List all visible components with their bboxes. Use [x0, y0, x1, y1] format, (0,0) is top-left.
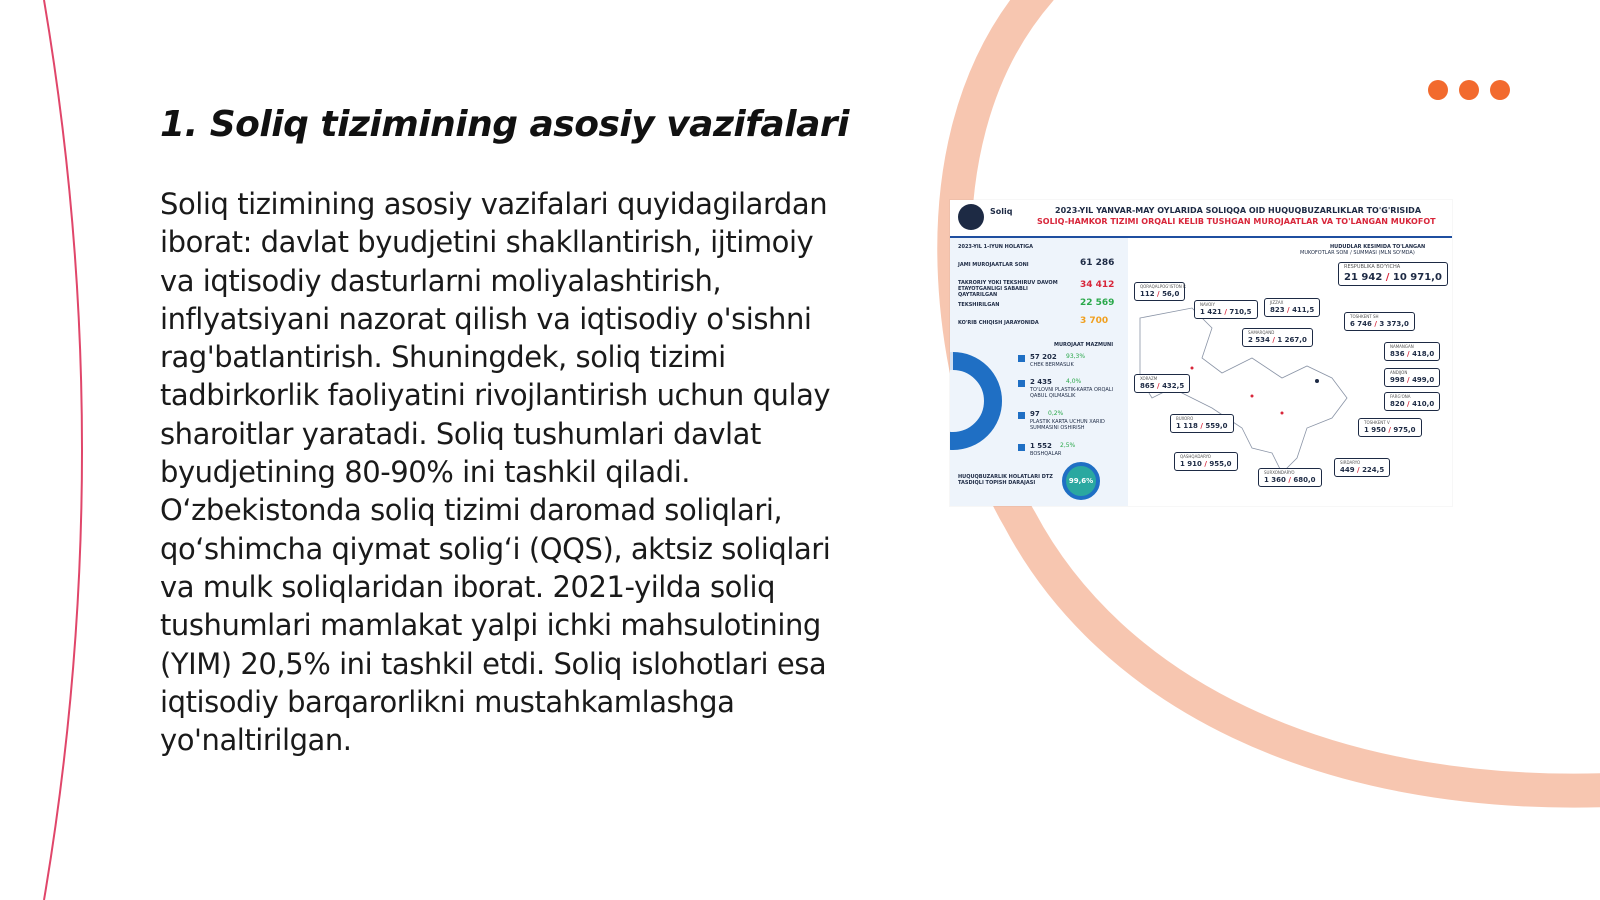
- legend-pct: 0,2%: [1048, 410, 1064, 417]
- stat-label: JAMI MUROJAATLAR SONI: [958, 262, 1029, 268]
- legend-pct: 2,5%: [1060, 442, 1076, 449]
- legend-value: 97: [1030, 410, 1040, 418]
- legend-value: 57 202: [1030, 353, 1057, 361]
- regions-title: HUDUDLAR KESIMIDA TO'LANGAN: [1330, 244, 1426, 250]
- region-box: SURXONDARYO 1 360 / 680,0: [1258, 468, 1322, 487]
- stat-label: TAKRORIY YOKI TEKSHIRUV DAVOM ETAYOTGANLIGI SABABLI QAYTARILGAN: [958, 280, 1058, 298]
- dot: [1490, 80, 1510, 100]
- stat-value: 22 569: [1080, 298, 1115, 308]
- legend-value: 1 552: [1030, 442, 1052, 450]
- region-box-republic: RESPUBLIKA BO'YICHA 21 942 / 10 971,0: [1338, 262, 1448, 286]
- region-box: NAMANGAN 836 / 418,0: [1384, 342, 1440, 361]
- legend-text: CHEK BERMASLIK: [1030, 362, 1074, 368]
- dot: [1428, 80, 1448, 100]
- left-heading: 2023-YIL 1-IYUN HOLATIGA: [958, 244, 1034, 250]
- region-box: QASHQADARYO 1 910 / 955,0: [1174, 452, 1238, 471]
- footer-label: HUQUQBUZARLIK HOLATLARI DTZ TASDIQLI TOPISH DARAJASI: [958, 474, 1053, 486]
- content-donut-chart: [950, 346, 1008, 456]
- stat-value: 3 700: [1080, 316, 1109, 326]
- logo-text: Soliq: [990, 207, 1013, 216]
- slide-title: 1. Soliq tizimining asosiy vazifalari: [160, 104, 849, 145]
- region-box: QORAQALPOG'ISTON R 112 / 56,0: [1134, 282, 1185, 301]
- infographic-left-panel: [950, 238, 1128, 506]
- legend-text: BOSHQALAR: [1030, 451, 1062, 457]
- region-box: XORAZM 865 / 432,5: [1134, 374, 1190, 393]
- stat-label: KO'RIB CHIQISH JARAYONIDA: [958, 320, 1039, 326]
- menu-dots-icon[interactable]: [1428, 80, 1510, 100]
- infographic-right-panel: [1130, 238, 1452, 506]
- region-box: JIZZAX 823 / 411,5: [1264, 298, 1320, 317]
- legend-text: TO'LOVNI PLASTIK-KARTA ORQALI QABUL QILMASLIK: [1030, 387, 1114, 399]
- infographic-header: [950, 200, 1452, 238]
- infographic-heading-2: SOLIQ-HAMKOR TIZIMI ORQALI KELIB TUSHGAN MUROJAATLAR VA TO'LANGAN MUKOFOT: [1037, 217, 1436, 226]
- region-box: TOSHKENT V 1 950 / 975,0: [1358, 418, 1422, 437]
- eagle-logo-icon: [958, 204, 984, 230]
- tax-infographic-image: [950, 200, 1452, 506]
- infographic-heading-1: 2023-YIL YANVAR-MAY OYLARIDA SOLIQQA OID HUQUQBUZARLIKLAR TO'G'RISIDA: [1055, 206, 1422, 215]
- legend-text: PLASTIK KARTA UCHUN XARID SUMMASINI OSHIRISH: [1030, 419, 1105, 431]
- donut-segment: [950, 361, 993, 441]
- stat-value: 61 286: [1080, 258, 1115, 268]
- dot: [1459, 80, 1479, 100]
- legend-value: 2 435: [1030, 378, 1052, 386]
- legend-pct: 93,3%: [1066, 353, 1086, 360]
- region-box: FARG'ONA 820 / 410,0: [1384, 392, 1440, 411]
- regions-subtitle: MUKOFOTLAR SONI / SUMMASI (MLN SO'MDA): [1300, 250, 1415, 256]
- region-box: TOSHKENT SH 6 746 / 3 373,0: [1344, 312, 1415, 331]
- content-heading: MUROJAAT MAZMUNI: [1054, 342, 1114, 348]
- region-box: SAMARQAND 2 534 / 1 267,0: [1242, 328, 1313, 347]
- stat-label: TEKSHIRILGAN: [958, 302, 1000, 308]
- slide-body-text: Soliq tizimining asosiy vazifalari quyidagilardan iborat: davlat byudjetini shakllantirish, ijtimoiy va iqtisodiy dasturlarni moliyalashtirish, inflyatsiyani nazorat qilish va iqtisodiy o'sishni rag'batlantirish. Shuningdek, soliq tizimi tadbirkorlik faoliyatini rivojlantirish uchun qulay sharoitlar yaratadi. Soliq tushumlari davlat byudjetining 80-90% ini tashkil qiladi. O‘zbekistonda soliq tizimi daromad soliqlari, qo‘shimcha qiymat solig‘i (QQS), aktsiz soliqlari va mulk soliqlaridan iborat. 2021-yilda soliq tushumlari mamlakat yalpi ichki mahsulotining (YIM) 20,5% ini tashkil etdi. Soliq islohotlari esa iqtisodiy barqarorlikni mustahkamlashga yo'naltirilgan.: [160, 187, 831, 758]
- left-accent-line: [44, 0, 82, 900]
- region-box: ANDIJON 998 / 499,0: [1384, 368, 1440, 387]
- legend-pct: 4,0%: [1066, 378, 1082, 385]
- footer-rate-badge: 99,6%: [1062, 462, 1100, 500]
- region-box: BUXORO 1 118 / 559,0: [1170, 414, 1234, 433]
- region-box: NAVOIY 1 421 / 710,5: [1194, 300, 1258, 319]
- stat-value: 34 412: [1080, 280, 1115, 290]
- region-box: SIRDARYO 449 / 224,5: [1334, 458, 1390, 477]
